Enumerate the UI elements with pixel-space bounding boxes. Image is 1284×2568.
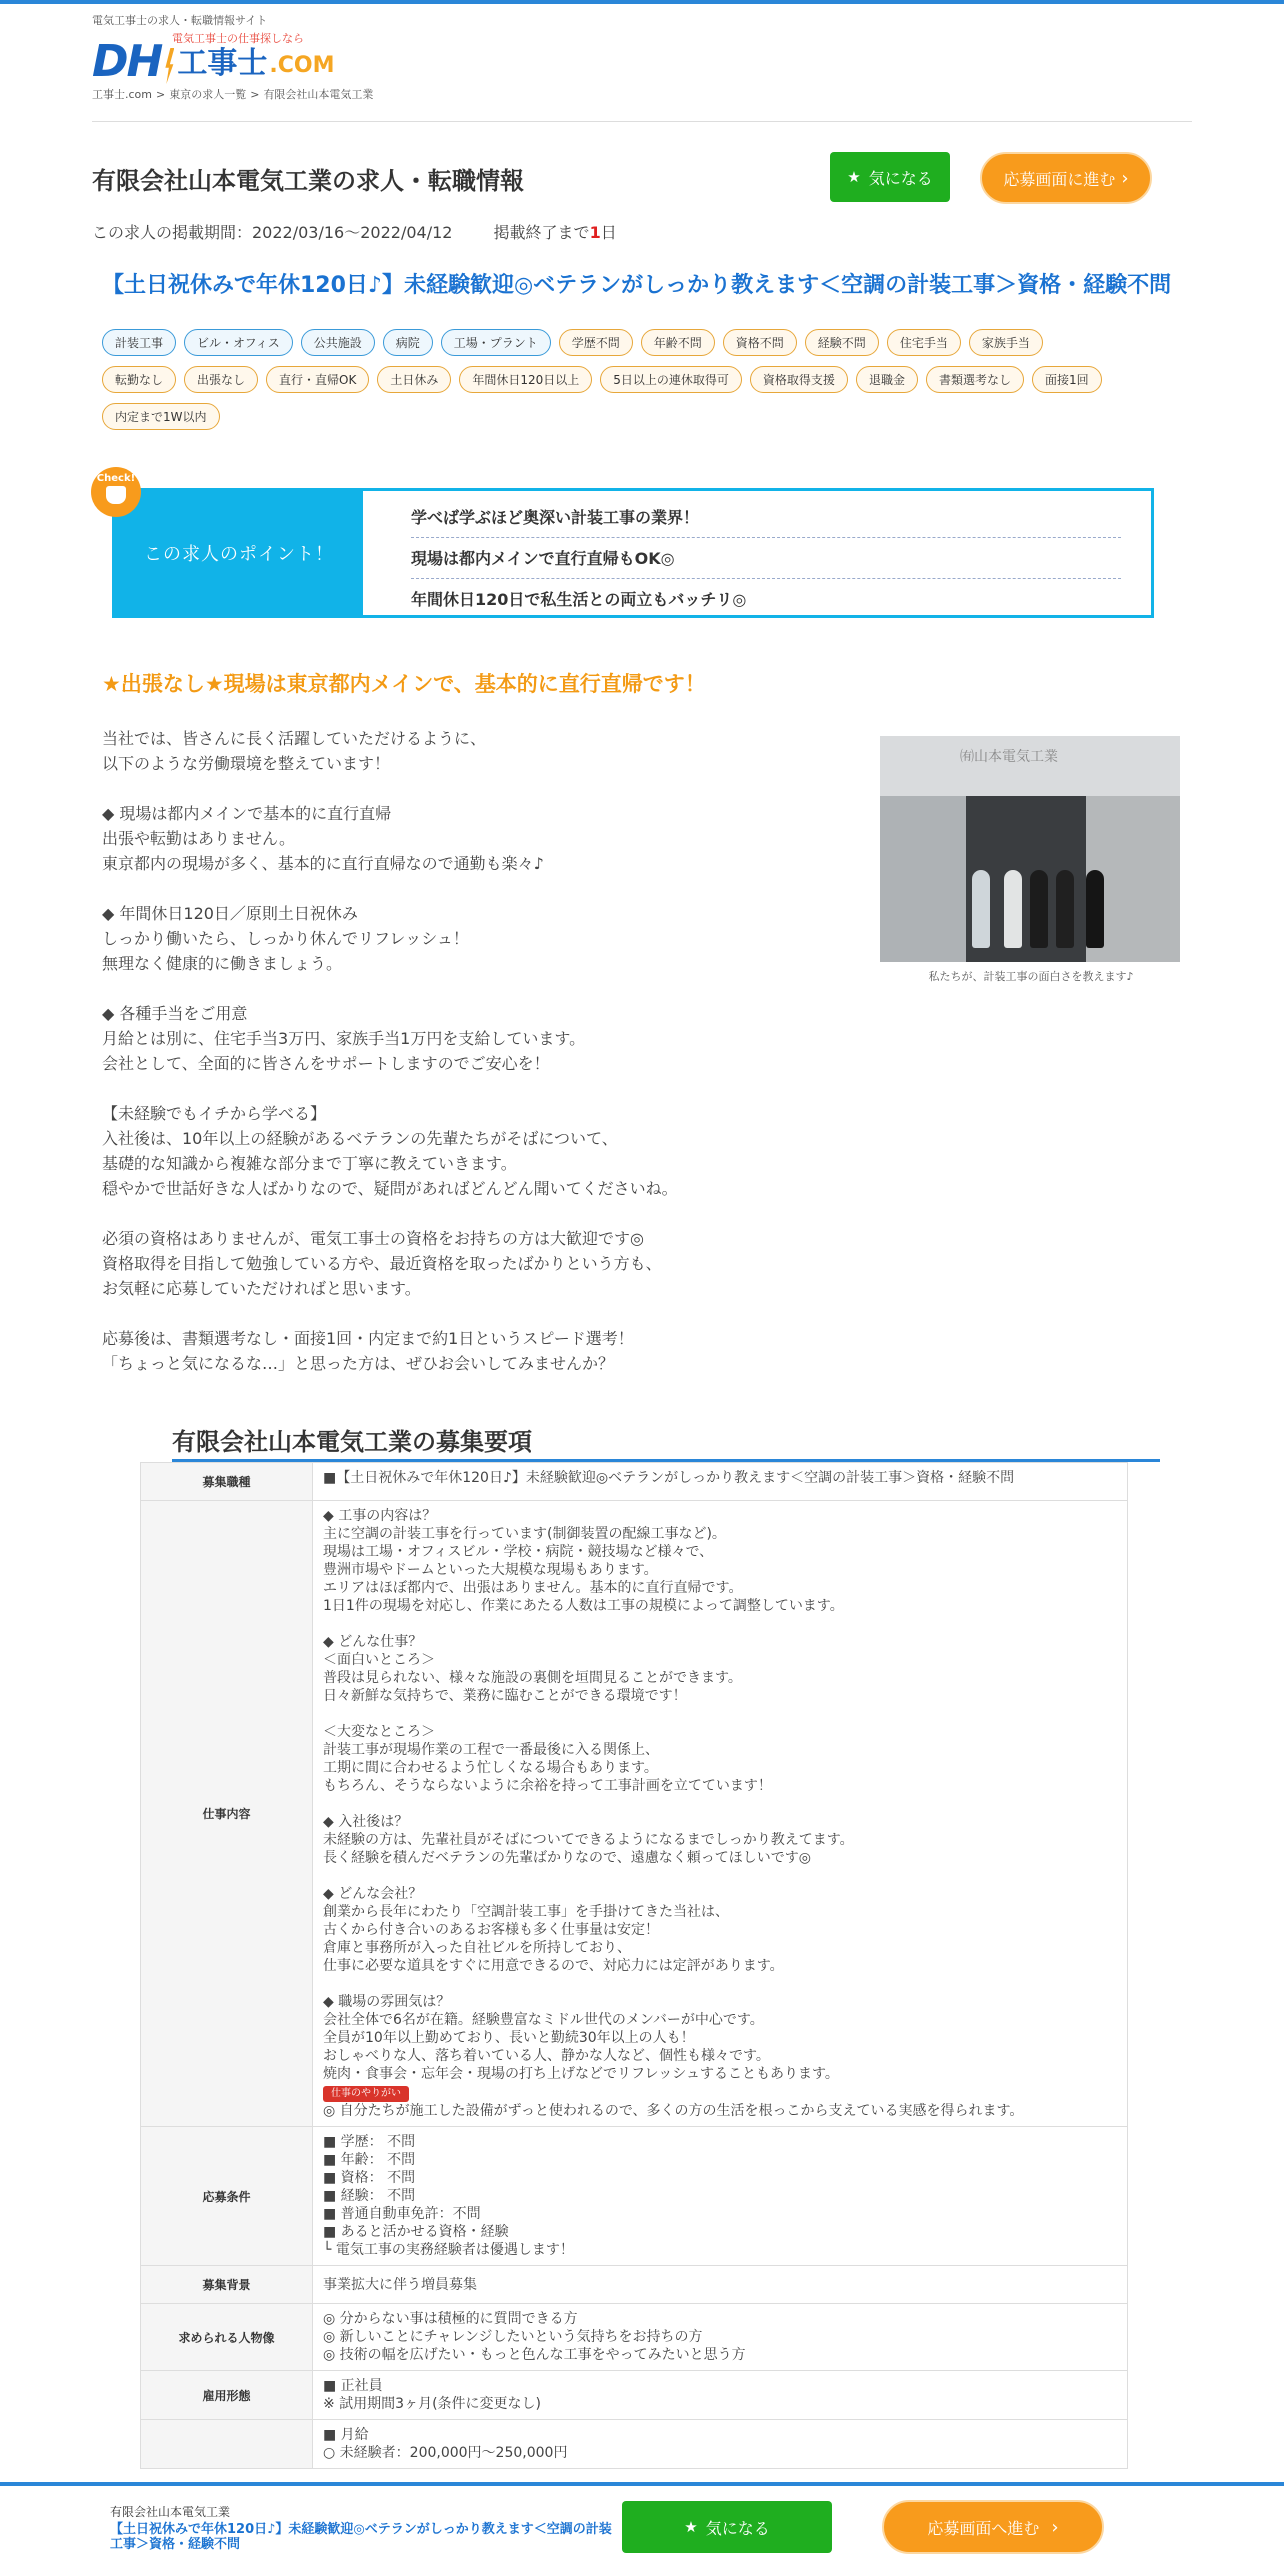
tag-item: 内定まで1W以内 [102,403,220,430]
chevron-right-icon: › [1051,2516,1059,2538]
photo-sign: ㈲山本電気工業 [960,749,1058,765]
photo-panel [880,796,966,962]
tag-item: 資格不問 [723,329,797,356]
tag-item: 5日以上の連休取得可 [600,366,742,393]
tag-item: 年齢不問 [641,329,715,356]
row-value: ■ 月給 ○ 未経験者：200,000円～250,000円 [313,2420,1128,2469]
row-label [141,2420,313,2469]
table-row [141,1463,1128,1501]
tag-item: 土日休み [377,366,451,393]
star-icon: ★ [847,168,861,186]
logo-text: 工事士 [177,46,268,81]
photo-caption: 私たちが、計装工事の面白さを教えます♪ [928,970,1134,983]
tag-item: 計装工事 [102,329,176,356]
thumbs-up-icon [106,486,126,504]
photo-person [1086,870,1104,948]
photo-box [880,726,1182,1376]
breadcrumb-tokyo[interactable]: 東京の求人一覧 [169,88,247,101]
sticky-job-info [92,2503,612,2552]
page-title: 有限会社山本電気工業の求人・転職情報 [92,166,524,195]
sticky-job-title[interactable]: 【土日祝休みで年休120日♪】未経験歓迎◎ベテランがしっかり教えます＜空調の計装工事＞資格・経験不問 [110,2521,612,2552]
tag-item: 住宅手当 [887,329,961,356]
row-label: 雇用形態 [141,2371,313,2420]
intro-section [102,726,1192,1376]
logo-subtitle: 電気工事士の仕事探しなら [172,32,304,45]
tag-item: 病院 [383,329,433,356]
points-label: この求人のポイント！ [115,491,363,615]
tag-item: 退職金 [856,366,918,393]
tag-item: 経験不問 [805,329,879,356]
row-value-cell [313,1501,1128,2127]
photo-person [1004,870,1022,948]
row-value: ◎ 分からない事は積極的に質問できる方 ◎ 新しいことにチャレンジしたいという気持ちをお持ちの方 ◎ 技術の幅を広げたい・もっと色んな工事をやってみたいと思う方 [313,2304,1128,2371]
star-icon: ★ [684,2518,698,2536]
site-tagline: 電気工事士の求人・転職情報サイト [92,14,268,27]
posting-period [92,220,1192,243]
action-buttons [830,152,1152,204]
tag-list [102,329,1112,430]
row-label: 募集背景 [141,2266,313,2304]
photo-person [1030,870,1048,948]
chevron-right-icon: › [1121,167,1129,189]
end-suffix: 日 [600,223,617,242]
reward-badge: 仕事のやりがい [323,2086,409,2102]
sticky-apply-label: 応募画面へ進む [927,2518,1040,2538]
title-row [92,152,1192,204]
table-row [141,2420,1128,2469]
photo-person [972,870,990,948]
recruit-heading: 有限会社山本電気工業の募集要項 [172,1422,1160,1462]
tag-item: 公共施設 [301,329,375,356]
point-item: 年間休日120日で私生活との両立もバッチリ◎ [411,590,747,609]
check-badge-icon [91,467,141,517]
sticky-apply-button[interactable] [882,2500,1104,2554]
photo-wall [880,736,1180,796]
point-item: 現場は都内メインで直行直帰もOK◎ [411,538,1121,579]
tag-item: 年間休日120日以上 [459,366,592,393]
days-remaining: 1 [589,223,601,242]
breadcrumb-separator: > [156,88,166,101]
period-text: この求人の掲載期間：2022/03/16〜2022/04/12 [92,223,453,242]
row-value: ■ 学歴： 不問 ■ 年齢： 不問 ■ 資格： 不問 ■ 経験： 不問 ■ 普通自動車免許：不問 ■ あると活かせる資格・経験 └ 電気工事の実務経験者は優遇します！ [313,2127,1128,2266]
table-row [141,2266,1128,2304]
tag-item: 家族手当 [969,329,1043,356]
breadcrumb-current: 有限会社山本電気工業 [263,88,374,101]
favorite-button[interactable] [830,152,950,202]
lightning-icon [164,48,174,84]
job-title: 【土日祝休みで年休120日♪】未経験歓迎◎ベテランがしっかり教えます＜空調の計装工事＞資格・経験不問 [102,273,1172,298]
tag-item: 直行・直帰OK [266,366,369,393]
logo-dh-mark: DH [92,36,162,87]
intro-body: 当社では、皆さんに長く活躍していただけるように、 以下のような労働環境を整えています！ ◆ 現場は都内メインで基本的に直行直帰 出張や転勤はありません。 東京都内の現場が多く、基本的に直行直帰なので通勤も楽々♪ ◆ 年間休日120日／原則土日祝休み しっかり働いたら、しっかり休んでリフレッシュ！ 無理なく健康的に働きましょう。 ◆ 各種手当をご用意 月給とは別に、住宅手当3万円、家族手当1万円を支給しています。 会社として、全面的に皆さんをサポートしますのでご安心を！ 【未経験でもイチから学べる】 入社後は、10年以上の経験があるベテランの先輩たちがそばについて、 基礎的な知識から複雑な部分まで丁寧に教えていきます。 穏やかで世話好きな人ばかりなので、疑問があればどんどん聞いてくださいね。 必須の資格はありませんが、電気工事士の資格をお持ちの方は大歓迎です◎ 資格取得を目指して勉強している方や、最近資格を取ったばかりという方も、 お気軽に応募していただければと思います。 応募後は、書類選考なし・面接1回・内定まで約1日というスピード選考！ 「ちょっと気になるな…」と思った方は、ぜひお会いしてみませんか？ [102,729,678,1373]
row-label: 応募条件 [141,2127,313,2266]
tag-item: 出張なし [184,366,258,393]
sticky-favorite-button[interactable] [622,2501,832,2553]
tag-item: 書類選考なし [926,366,1024,393]
table-row [141,2127,1128,2266]
points-list [363,491,1151,615]
table-row [141,2371,1128,2420]
sticky-footer-bar [0,2482,1284,2568]
row-value: ■【土日祝休みで年休120日♪】未経験歓迎◎ベテランがしっかり教えます＜空調の計装工事＞資格・経験不問 [313,1463,1128,1501]
site-logo[interactable] [92,32,1192,87]
row-value-extra: ◎ 自分たちが施工した設備がずっと使われるので、多くの方の生活を根っこから支えている実感を得られます。 [323,2103,1024,2119]
tag-item: 面接1回 [1032,366,1102,393]
tag-item: 学歴不問 [559,329,633,356]
table-row [141,2304,1128,2371]
tag-item: 資格取得支援 [750,366,848,393]
breadcrumb-separator: > [250,88,260,101]
tag-item: ビル・オフィス [184,329,293,356]
row-value: 事業拡大に伴う増員募集 [313,2266,1128,2304]
table-row [141,1501,1128,2127]
breadcrumb-home[interactable]: 工事士.com [92,88,152,101]
favorite-label: 気になる [868,168,933,188]
sticky-company: 有限会社山本電気工業 [110,2504,231,2519]
tag-item: 工場・プラント [441,329,551,356]
apply-label: 応募画面に進む [1003,169,1116,189]
sticky-inner [92,2486,1192,2554]
apply-button[interactable] [980,152,1152,204]
logo-domain: .COM [269,53,335,78]
site-header [92,4,1192,122]
recruit-table [140,1462,1128,2469]
end-prefix: 掲載終了まで [493,223,590,242]
row-value: ■ 正社員 ※ 試用期間3ヶ月(条件に変更なし) [313,2371,1128,2420]
staff-photo [880,736,1180,962]
tag-item: 転勤なし [102,366,176,393]
job-points [96,473,1154,618]
intro-heading: ★出張なし★現場は東京都内メインで、基本的に直行直帰です！ [102,672,706,696]
row-label: 募集職種 [141,1463,313,1501]
point-item: 学べば学ぶほど奥深い計装工事の業界！ [411,497,1121,538]
row-label: 求められる人物像 [141,2304,313,2371]
check-badge-label: Check! [96,473,136,484]
row-value: ◆ 工事の内容は？ 主に空調の計装工事を行っています(制御装置の配線工事など)。 現場は工場・オフィスビル・学校・病院・競技場など様々で、 豊洲市場やドームといった大規模な現場もあります。 エリアはほぼ都内で、出張はありません。基本的に直行直帰です。 1日1件の現場を対応し、作業にあたる人数は工事の規模によって調整しています。 ◆ どんな仕事？ ＜面白いところ＞ 普段は見られない、様々な施設の裏側を垣間見ることができます。 日々新鮮な気持ちで、業務に臨むことができる環境です！ ＜大変なところ＞ 計装工事が現場作業の工程で一番最後に入る関係上、 工期に間に合わせるよう忙しくなる場合もあります。 もちろん、そうならないように余裕を持って工事計画を立てています！ ◆ 入社後は？ 未経験の方は、先輩社員がそばについてできるようになるまでしっかり教えてます。 長く経験を積んだベテランの先輩ばかりなので、遠慮なく頼ってほしいです◎ ◆ どんな会社？ 創業から長年にわたり「空調計装工事」を手掛けてきた当社は、 古くから付き合いのあるお客様も多く仕事量は安定！ 倉庫と事務所が入った自社ビルを所持しており、 仕事に必要な道具をすぐに用意できるので、対応力には定評があります。 ◆ 職場の雰囲気は？ 会社全体で6名が在籍。経験豊富なミドル世代のメンバーが中心です。 全員が10年以上勤めており、長いと勤続30年以上の人も！ おしゃべりな人、落ち着いている人、静かな人など、個性も様々です。 焼肉・食事会・忘年会・現場の打ち上げなどでリフレッシュすることもあります。 [323,1508,854,2082]
sticky-favorite-label: 気になる [705,2518,770,2538]
breadcrumb [92,86,1192,102]
photo-person [1056,870,1074,948]
row-label: 仕事内容 [141,1501,313,2127]
